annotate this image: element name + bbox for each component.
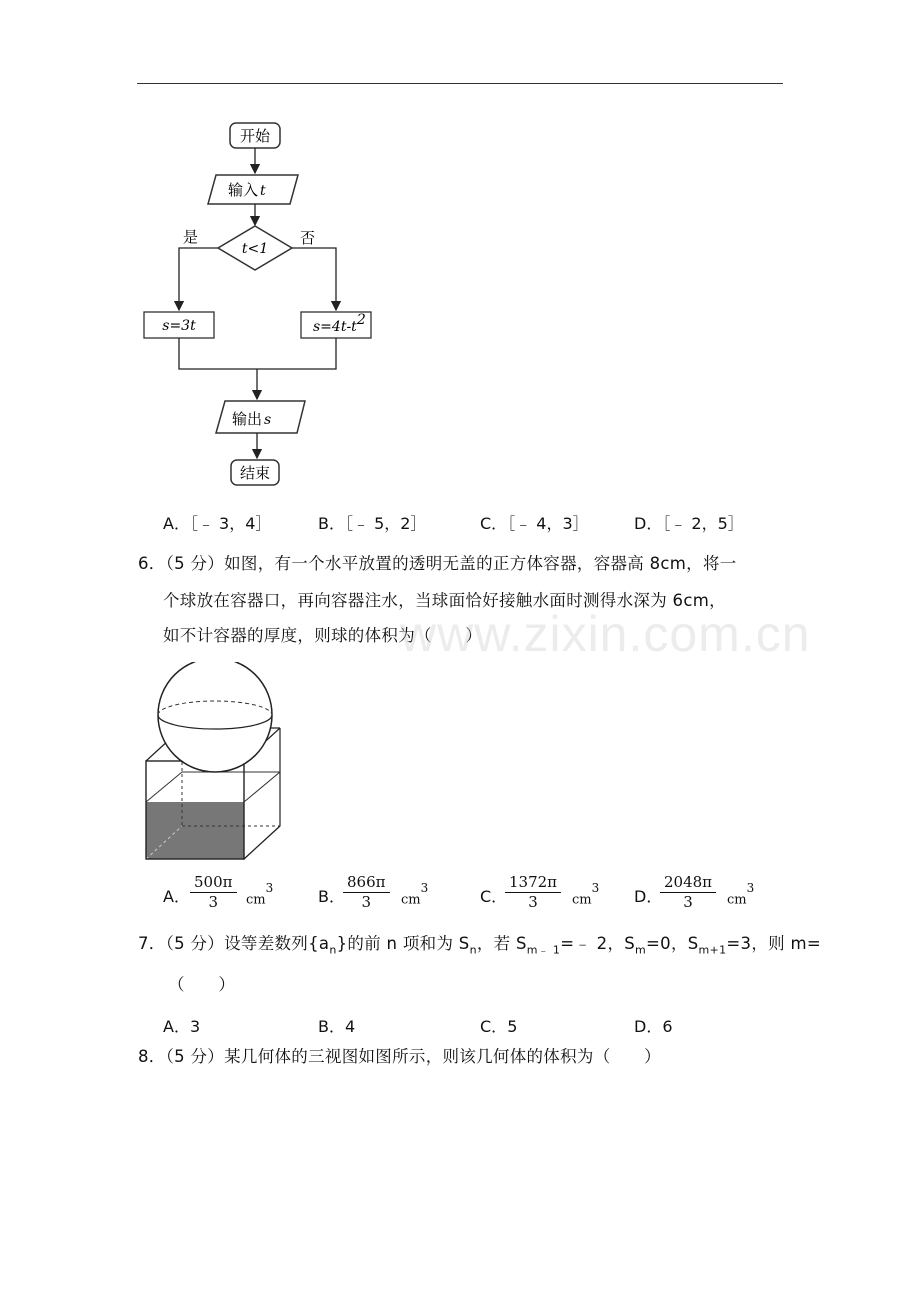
flow-right-label: s=4t-t2 xyxy=(313,312,366,335)
q5-option-c[interactable]: C．［﹣ 4，3］ xyxy=(480,514,589,533)
flowchart xyxy=(130,115,390,495)
q6-option-d-fraction: $\frac{2048\pi}{3}$ xyxy=(660,874,716,911)
q6-option-c-unit: $cm^3$ xyxy=(572,881,600,908)
q7-option-b[interactable]: B．4 xyxy=(318,1017,356,1036)
q6-option-d-unit: $cm^3$ xyxy=(727,881,755,908)
q6-option-d-label[interactable]: D． xyxy=(634,887,663,906)
flow-yes-label: 是 xyxy=(183,228,199,246)
q6-option-b-label[interactable]: B． xyxy=(318,887,345,906)
q5-option-b[interactable]: B．［﹣ 5，2］ xyxy=(318,514,427,533)
q6-line-2: 个球放在容器口，再向容器注水，当球面恰好接触水面时测得水深为 6cm， xyxy=(163,591,726,610)
q6-option-a-fraction: $\frac{500\pi}{3}$ xyxy=(190,874,237,911)
q5-option-d[interactable]: D．［﹣ 2，5］ xyxy=(634,514,744,533)
q6-option-a-label[interactable]: A． xyxy=(163,887,190,906)
q6-option-c-fraction: $\frac{1372\pi}{3}$ xyxy=(505,874,561,911)
q6-line-1: 6．（5 分）如图，有一个水平放置的透明无盖的正方体容器，容器高 8cm，将一 xyxy=(138,554,737,573)
q7-option-c[interactable]: C．5 xyxy=(480,1017,518,1036)
q7-option-a[interactable]: A．3 xyxy=(163,1017,201,1036)
flow-end-label: 结束 xyxy=(239,464,271,482)
flow-condition: t<1 xyxy=(241,241,269,257)
watermark: www.zixin.com.cn xyxy=(400,606,811,662)
flow-left-label: s=3t xyxy=(162,318,196,334)
q6-line-3: 如不计容器的厚度，则球的体积为（ ） xyxy=(163,626,483,645)
q8-line-1: 8．（5 分）某几何体的三视图如图所示，则该几何体的体积为（ ） xyxy=(138,1047,661,1066)
q6-option-b-unit: $cm^3$ xyxy=(401,881,429,908)
q6-option-a-unit: $cm^3$ xyxy=(246,881,274,908)
q5-option-a[interactable]: A．［﹣ 3，4］ xyxy=(163,514,272,533)
q7-option-d[interactable]: D．6 xyxy=(634,1017,673,1036)
flow-start-label: 开始 xyxy=(239,127,271,145)
cube-sphere-figure xyxy=(140,662,290,862)
q6-option-b-fraction: $\frac{866\pi}{3}$ xyxy=(343,874,390,911)
q6-option-c-label[interactable]: C． xyxy=(480,887,508,906)
flow-output-label: 输出 s xyxy=(232,410,272,428)
q7-line-2: （ ） xyxy=(168,975,236,994)
flow-input-label: 输入 t xyxy=(228,181,266,199)
flow-no-label: 否 xyxy=(300,229,316,247)
header-rule xyxy=(137,83,783,84)
q7-line-1: 7．（5 分）设等差数列$\{a_n\}$的前 n 项和为 $S_n$，若 $S_{m﹣ 1}=﹣$ 2，$S_m=0$，$S_{m+1}=3$，则 m= xyxy=(138,934,821,957)
